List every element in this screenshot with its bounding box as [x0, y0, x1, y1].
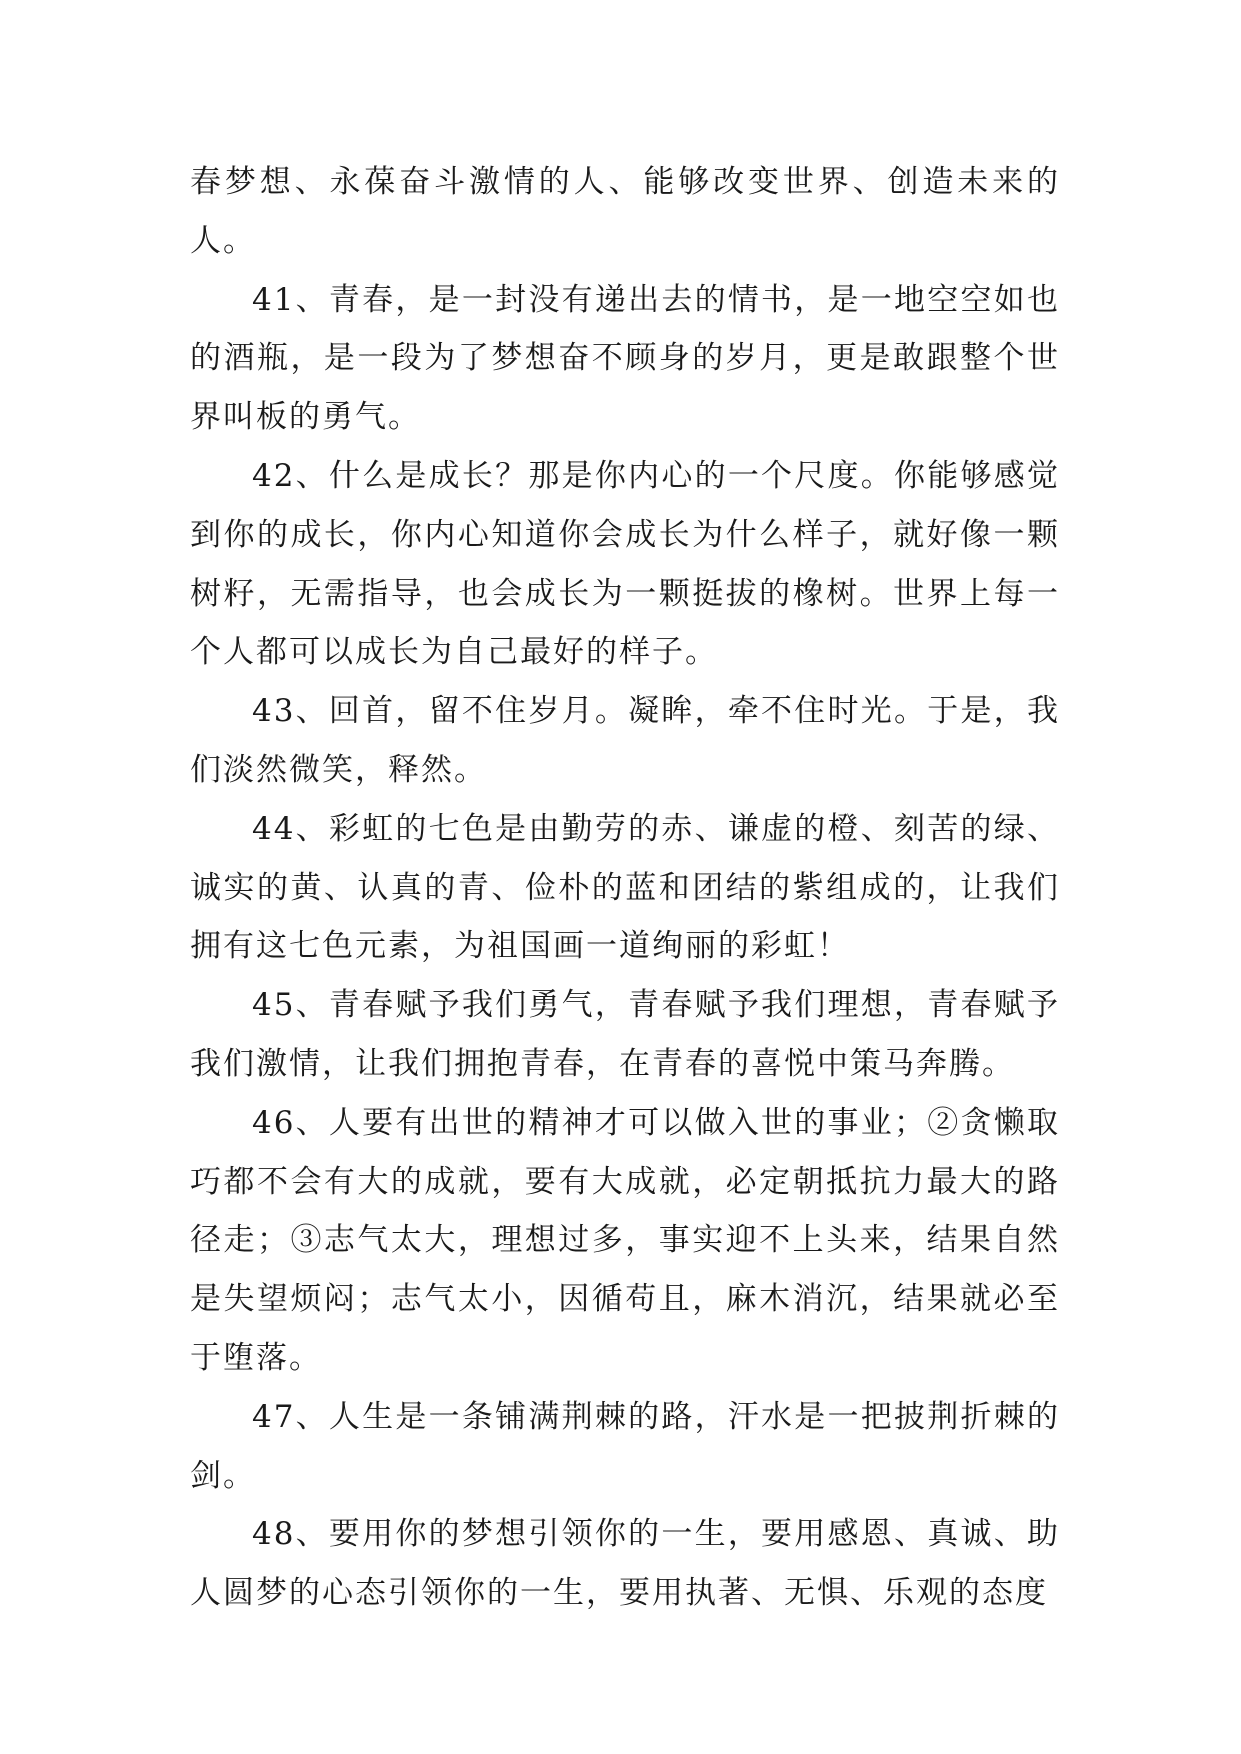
paragraph-43: 43、回首，留不住岁月。凝眸，牵不住时光。于是，我们淡然微笑，释然。: [190, 693, 1060, 788]
document-body: [190, 153, 1060, 1623]
paragraph-42: 42、什么是成长？那是你内心的一个尺度。你能够感觉到你的成长，你内心知道你会成长为什么样子，就好像一颗树籽，无需指导，也会成长为一颗挺拔的橡树。世界上每一个人都可以成长为自己最好的样子。: [190, 457, 1060, 671]
paragraph-48: 48、要用你的梦想引领你的一生，要用感恩、真诚、助人圆梦的心态引领你的一生，要用执著、无惧、乐观的态度: [190, 1516, 1060, 1612]
paragraph-41: 41、青春，是一封没有递出去的情书，是一地空空如也的酒瓶，是一段为了梦想奋不顾身的岁月，更是敢跟整个世界叫板的勇气。: [190, 281, 1060, 436]
paragraph-47: 47、人生是一条铺满荆棘的路，汗水是一把披荆折棘的剑。: [190, 1398, 1060, 1494]
paragraph-45: 45、青春赋予我们勇气，青春赋予我们理想，青春赋予我们激情，让我们拥抱青春，在青春的喜悦中策马奔腾。: [190, 987, 1060, 1082]
paragraph-44: 44、彩虹的七色是由勤劳的赤、谦虚的橙、刻苦的绿、诚实的黄、认真的青、俭朴的蓝和团结的紫组成的，让我们拥有这七色元素，为祖国画一道绚丽的彩虹！: [190, 810, 1060, 965]
paragraph-continuation: 春梦想、永葆奋斗激情的人、能够改变世界、创造未来的人。: [190, 164, 1060, 259]
paragraph-46: 46、人要有出世的精神才可以做入世的事业；②贪懒取巧都不会有大的成就，要有大成就，必定朝抵抗力最大的路径走；③志气太大，理想过多，事实迎不上头来，结果自然是失望烦闷；志气太小，因循苟且，麻木消沉，结果就必至于堕落。: [190, 1104, 1060, 1376]
